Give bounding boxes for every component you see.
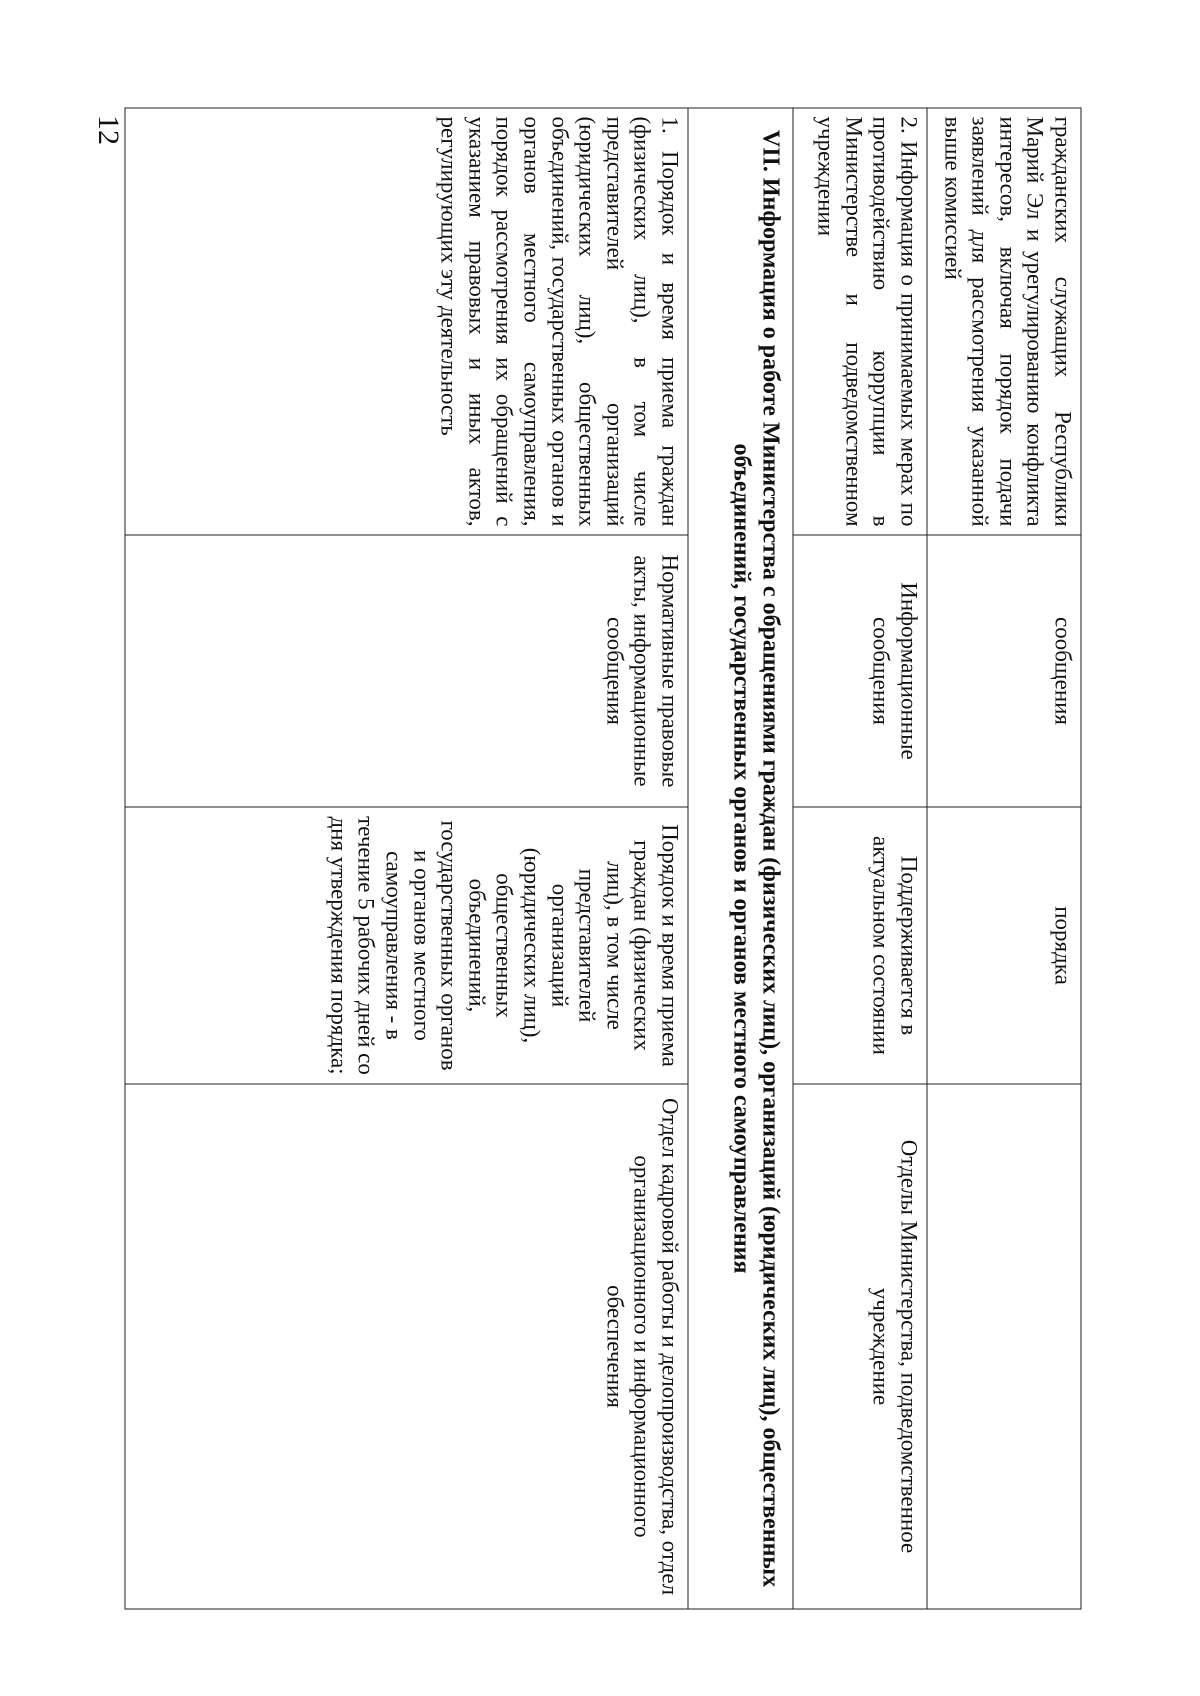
- page-number: 12: [92, 115, 125, 145]
- cell-form: сообщения: [927, 535, 1081, 807]
- cell-form: Информационные сообщения: [793, 535, 927, 807]
- table-row: [927, 108, 1081, 1609]
- cell-responsible: Отделы Министерства, подведомственное учреждение: [793, 1084, 927, 1609]
- section-heading: VII. Информация о работе Министерства с обращениями граждан (физических лиц), организаций (юридических лиц), общественных объединений, государственных органов и органов местного самоуправления: [688, 108, 793, 1609]
- cell-period: порядка: [927, 807, 1081, 1084]
- cell-information-type: гражданских служащих Республики Марий Эл и урегулированию конфликта интересов, включая порядок подачи заявлений для рассмотрения указанной выше комиссией: [927, 108, 1081, 535]
- section-heading-row: [688, 108, 793, 1609]
- cell-responsible: Отдел кадровой работы и делопроизводства, отдел организационного и информационного обеспечения: [125, 1084, 688, 1609]
- cell-period: Порядок и время приема граждан (физических лиц), в том числе представителей организаций (юридических лиц), общественных объединений, государственных органов и органов местного самоуправления - в течение 5 рабочих дней со дня утверждения порядка;: [125, 807, 688, 1084]
- cell-information-type: 2. Информация о принимаемых мерах по противодействию коррупции в Министерстве и подведомственном учреждении: [793, 108, 927, 535]
- cell-period: Поддерживается в актуальном состоянии: [793, 807, 927, 1084]
- cell-information-type: 1. Порядок и время приема граждан (физических лиц), в том числе представителей организаций (юридических лиц), общественных объединений, государственных органов и органов местного самоуправления, порядок рассмотрения их обращений с указанием правовых и иных актов, регулирующих эту деятельность: [125, 108, 688, 535]
- table-row: [793, 108, 927, 1609]
- cell-responsible: [927, 1084, 1081, 1609]
- rotated-table-frame: [125, 108, 1082, 1610]
- information-table: [125, 108, 1082, 1610]
- table-row: [125, 108, 688, 1609]
- cell-form: Нормативные правовые акты, информационные сообщения: [125, 535, 688, 807]
